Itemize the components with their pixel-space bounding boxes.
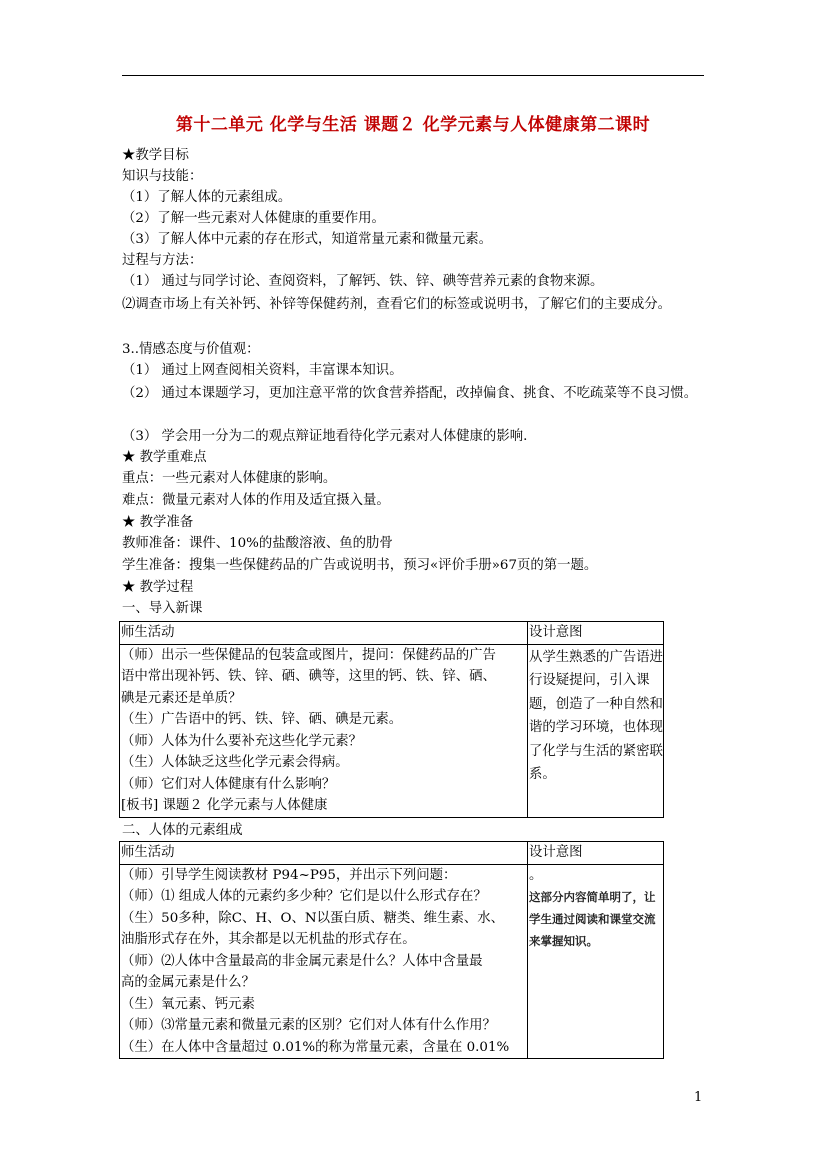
section-1-heading: 一、导入新课 — [122, 601, 203, 616]
activity-line: （生）在人体中含量超过 0.01%的称为常量元素，含量在 0.01% — [121, 1039, 510, 1055]
activity-line: （师）⑴ 组成人体的元素约多少种？它们是以什么形式存在？ — [121, 889, 487, 904]
intent-cell — [528, 864, 664, 1059]
activity-line: （师）⑶常量元素和微量元素的区别？它们对人体有什么作用？ — [121, 1018, 496, 1033]
activity-line: （师）人体为什么要补充这些化学元素？ — [121, 733, 363, 749]
intent-dot: 。 — [529, 867, 543, 883]
activity-line: （生）氧元素、钙元素 — [121, 996, 255, 1012]
method-item: （1） 通过与同学讨论、查阅资料，了解钙、铁、锌、碘等营养元素的食物来源。 — [122, 274, 604, 289]
goal-item: （2）了解一些元素对人体健康的重要作用。 — [122, 211, 385, 226]
lesson-table-1 — [119, 621, 664, 818]
method-item: ⑵调查市场上有关补钙、补锌等保健药剂，查看它们的标签或说明书，了解它们的主要成分。 — [122, 297, 672, 312]
lesson-table-2 — [119, 841, 664, 1059]
activity-cell — [120, 864, 528, 1059]
attitude-item: （3） 学会用一分为二的观点辩证地看待化学元素对人体健康的影响. — [122, 429, 528, 444]
key-points-heading: ★ 教学重难点 — [122, 450, 207, 465]
key-point: 重点：一些元素对人体健康的影响。 — [122, 471, 337, 486]
attitude-heading: 3..情感态度与价值观： — [122, 342, 260, 357]
goals-heading: ★教学目标 — [122, 148, 189, 163]
attitude-item: （1） 通过上网查阅相关资料，丰富课本知识。 — [122, 363, 403, 378]
activity-line: 油脂形式存在外，其余都是以无机盐的形式存在。 — [121, 932, 416, 947]
goal-item: （3）了解人体中元素的存在形式，知道常量元素和微量元素。 — [122, 232, 493, 247]
preparation-heading: ★ 教学准备 — [122, 515, 194, 530]
student-preparation: 学生准备：搜集一些保健药品的广告或说明书，预习«评价手册»67页的第一题。 — [122, 558, 598, 573]
activity-line: （师）引导学生阅读教材 P94~P95，并出示下列问题： — [121, 867, 457, 883]
attitude-item: （2） 通过本课题学习，更加注意平常的饮食营养搭配，改掉偏食、挑食、不吃疏菜等不良习惯。 — [122, 386, 698, 401]
activity-line: （师）它们对人体健康有什么影响？ — [121, 776, 336, 792]
goal-item: （1）了解人体的元素组成。 — [122, 190, 292, 205]
intent-note: 这部分内容简单明了，让学生通过阅读和课堂交流来掌握知识。 — [529, 890, 656, 948]
activity-line: [板书] 课题２ 化学元素与人体健康 — [121, 798, 328, 813]
header-activity: 师生活动 — [120, 842, 528, 865]
process-heading: ★ 教学过程 — [122, 580, 194, 595]
page-number: 1 — [694, 1090, 703, 1105]
activity-line: 高的金属元素是什么？ — [121, 975, 255, 990]
activity-cell — [120, 644, 528, 817]
process-method-heading: 过程与方法： — [122, 253, 203, 268]
activity-line: 碘是元素还是单质？ — [121, 690, 242, 706]
intent-cell: 从学生熟悉的广告语进行设疑提问，引入课题，创造了一种自然和谐的学习环境，也体现了化学与生活的紧密联系。 — [528, 644, 664, 817]
header-intent: 设计意图 — [528, 842, 664, 865]
activity-line: （师）出示一些保健品的包装盒或图片，提问：保健药品的广告 — [121, 647, 496, 663]
activity-line: （师）⑵人体中含量最高的非金属元素是什么？人体中含量最 — [121, 953, 483, 969]
header-intent: 设计意图 — [528, 622, 664, 645]
teacher-preparation: 教师准备：课件、10%的盐酸溶液、鱼的肋骨 — [122, 536, 393, 551]
activity-line: （生）广告语中的钙、铁、锌、硒、碘是元素。 — [121, 712, 403, 727]
header-activity: 师生活动 — [120, 622, 528, 645]
section-2-heading: 二、人体的元素组成 — [122, 823, 243, 838]
difficult-point: 难点：微量元素对人体的作用及适宜摄入量。 — [122, 493, 390, 508]
page-title: 第十二单元 化学与生活 课题２ 化学元素与人体健康第二课时 — [175, 115, 651, 135]
activity-line: （生）50多种，除C、H、O、N以蛋白质、糖类、维生素、水、 — [121, 910, 505, 926]
knowledge-skills-heading: 知识与技能： — [122, 169, 203, 184]
header-rule — [122, 75, 704, 76]
activity-line: 语中常出现补钙、铁、锌、硒、碘等，这里的钙、铁、锌、硒、 — [121, 669, 496, 684]
activity-line: （生）人体缺乏这些化学元素会得病。 — [121, 755, 349, 770]
